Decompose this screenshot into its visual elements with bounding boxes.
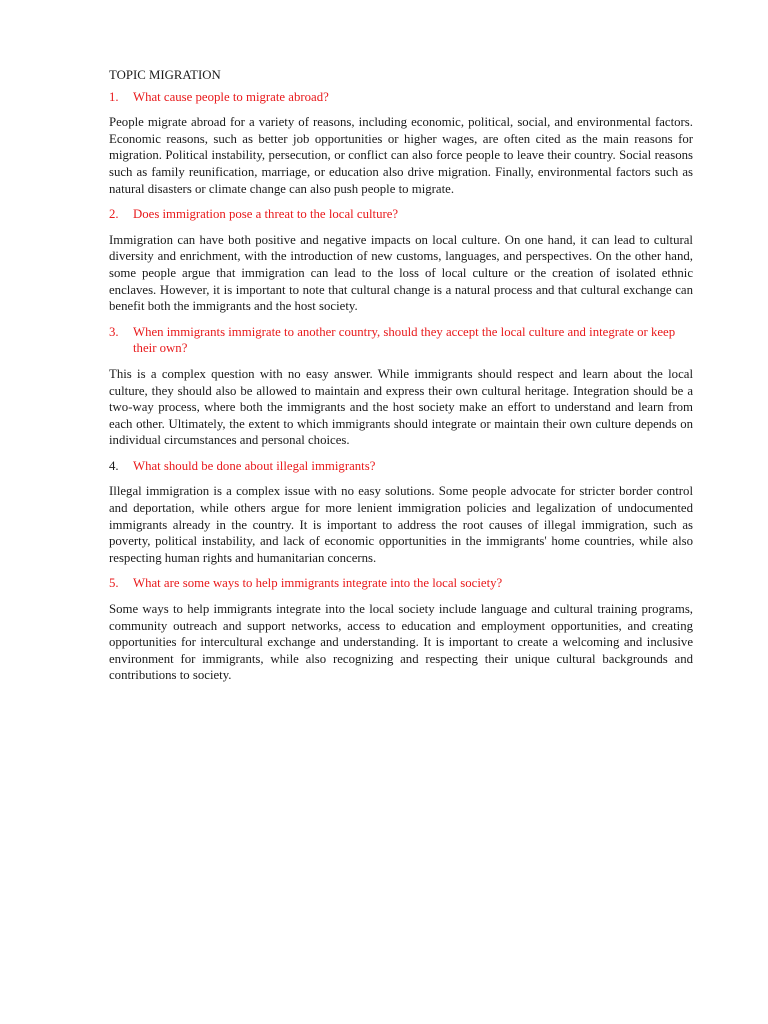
answer-2: Immigration can have both positive and negative impacts on local culture. On one hand, it can lead to cultural diversity and enrichment, with the introduction of new customs, languages, and perspectives. On the other hand, some people argue that immigration can lead to the loss of local culture or the creation of isolated ethnic enclaves. However, it is important to note that cultural change is a natural process and that cultural exchange can benefit both the immigrants and the host society. [109,232,693,314]
document-title: TOPIC MIGRATION [109,68,221,82]
question-text: What cause people to migrate abroad? [133,89,329,104]
question-number: 1. [109,89,119,104]
question-text: What should be done about illegal immigrants? [133,458,376,473]
question-number: 3. [109,324,119,339]
question-number: 4. [109,458,119,473]
question-text: What are some ways to help immigrants integrate into the local society? [133,576,503,591]
question-text: When immigrants immigrate to another country, should they accept the local culture and integrate or keep their own? [133,324,676,356]
answer-3: This is a complex question with no easy answer. While immigrants should respect and learn about the local culture, they should also be allowed to maintain and express their own cultural heritage. Integration should be a two-way process, where both the immigrants and the host society make an effort to understand and learn from each other. Ultimately, the extent to which immigrants should integrate or maintain their own culture depends on individual circumstances and personal choices. [109,366,693,448]
answer-4: Illegal immigration is a complex issue with no easy solutions. Some people advocate for stricter border control and deportation, while others argue for more lenient immigration policies and legalization of undocumented immigrants already in the country. It is important to address the root causes of illegal immigration, such as poverty, political instability, and lack of economic opportunities in the immigrants' home countries, while also respecting human rights and humanitarian concerns. [109,484,693,565]
question-3 [109,324,693,357]
question-number: 2. [109,207,119,222]
question-1 [109,89,693,106]
question-4 [109,458,693,475]
question-5 [109,575,693,592]
question-2 [109,206,693,223]
answer-1: People migrate abroad for a variety of reasons, including economic, political, social, and environmental factors. Economic reasons, such as better job opportunities or higher wages, are often cited as the main reasons for migration. Political instability, persecution, or conflict can also force people to leave their country. Social reasons such as family reunification, marriage, or education also drive migration. Finally, environmental factors such as natural disasters or climate change can also push people to migrate. [109,115,693,196]
question-number: 5. [109,576,119,591]
document-page [109,67,693,693]
answer-5: Some ways to help immigrants integrate into the local society include language and cultural training programs, community outreach and support networks, access to education and employment opportunities, and creating opportunities for intercultural exchange and understanding. It is important to create a welcoming and inclusive environment for immigrants, while also recognizing and respecting their unique cultural backgrounds and contributions to society. [109,602,693,683]
question-text: Does immigration pose a threat to the local culture? [133,207,399,222]
